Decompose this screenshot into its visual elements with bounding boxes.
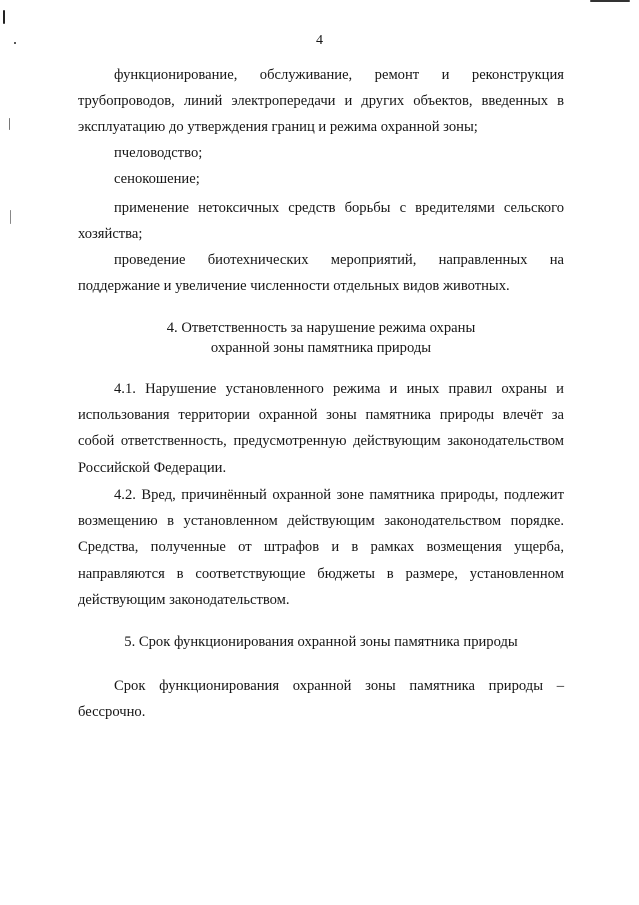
section-4-heading-line2: охранной зоны памятника природы — [210, 340, 432, 356]
scan-speck — [3, 10, 5, 24]
scan-speck — [10, 210, 11, 224]
section-5-heading-line1: 5. Срок функционирования охранной зоны памятника природы — [124, 634, 518, 650]
scan-speck — [9, 118, 10, 130]
section-4-heading — [78, 318, 564, 358]
list-item-beekeeping: пчеловодство; — [114, 145, 203, 161]
scan-speck — [14, 42, 16, 44]
list-item-haymaking: сенокошение; — [114, 171, 200, 187]
list-item-biotechnical: проведение биотехнических мероприятий, направленных на поддержание и увеличение численности отдельных видов животных. — [78, 252, 564, 295]
paragraph-4-1: 4.1. Нарушение установленного режима и иных правил охраны и использования территории охранной зоны памятника природы влечёт за собой ответственность, предусмотренную действующим законодательством Российской Федерации. — [78, 381, 564, 476]
paragraph-4-2: 4.2. Вред, причинённый охранной зоне памятника природы, подлежит возмещению в установленном действующим законодательством порядке. Средства, полученные от штрафов и в рамках возмещения ущерба, направляются в соответствующие бюджеты в размере, установленном действующим законодательством. — [78, 487, 564, 608]
paragraph-5-1: Срок функционирования охранной зоны памятника природы – бессрочно. — [78, 678, 564, 721]
page-number: 4 — [316, 33, 323, 48]
list-item-maintenance-rest: трубопроводов, линий электропередачи и других объектов, введенных в эксплуатацию до утверждения границ и режима охранной зоны; — [78, 93, 564, 136]
section-4-heading-line1: 4. Ответственность за нарушение режима охраны — [166, 320, 476, 336]
list-item-pest-control: применение нетоксичных средств борьбы с вредителями сельского хозяйства; — [78, 200, 564, 243]
scan-speck — [590, 0, 630, 2]
section-5-heading — [78, 632, 564, 652]
list-item-maintenance-line1: функционирование, обслуживание, ремонт и реконструкция — [114, 67, 564, 83]
